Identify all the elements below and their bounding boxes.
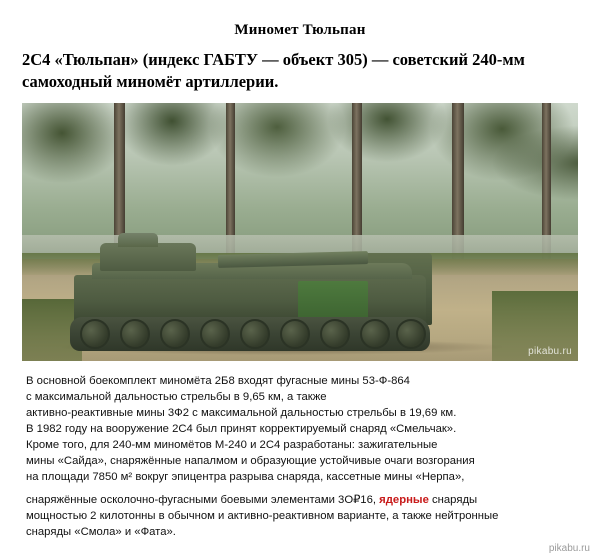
photo-watermark: pikabu.ru xyxy=(528,345,572,357)
tank-turret xyxy=(100,243,196,271)
body-line: снаряды «Смола» и «Фата». xyxy=(26,525,176,538)
body-line: активно-реактивные мины 3Ф2 с максимальной дальностью стрельбы в 19,69 км. xyxy=(26,406,457,419)
body-line: мощностью 2 килотонны в обычном и активно-реактивном варианте, а также нейтронные xyxy=(26,509,499,522)
page-title: Миномет Тюльпан xyxy=(234,22,366,38)
body-line: мины «Сайда», снаряжённые напалмом и образующие устойчивые очаги возгорания xyxy=(26,454,475,467)
tank-wheel xyxy=(200,319,230,349)
tank-wheel xyxy=(120,319,150,349)
tank-wheel xyxy=(80,319,110,349)
body-line: Кроме того, для 240-мм миномётов М-240 и 2С4 разработаны: зажигательные xyxy=(26,438,438,451)
page-watermark: pikabu.ru xyxy=(548,543,590,554)
body-line: В основной боекомплект миномёта 2Б8 входят фугасные мины 53-Ф-864 xyxy=(26,374,410,387)
page-subtitle: 2С4 «Тюльпан» (индекс ГАБТУ — объект 305) — советский 240-мм самоходный миномёт артиллерии. xyxy=(22,50,525,91)
tank-wheel xyxy=(396,319,426,349)
tank-wheel xyxy=(360,319,390,349)
tank-wheel xyxy=(280,319,310,349)
body-text-before: снаряжённые осколочно-фугасными боевыми элементами 3О₽16, xyxy=(26,493,380,506)
tank-turret-cap xyxy=(118,233,158,247)
nuclear-keyword: ядерные xyxy=(379,493,429,506)
body-line: В 1982 году на вооружение 2С4 был принят корректируемый снаряд «Смельчак». xyxy=(26,422,457,435)
tank-wheel xyxy=(320,319,350,349)
body-line-highlighted xyxy=(26,492,576,508)
tank-wheel xyxy=(240,319,270,349)
body-text-after: снаряды xyxy=(428,493,478,506)
tank-photo xyxy=(22,103,578,361)
body-line: с максимальной дальностью стрельбы в 9,65 км, а также xyxy=(26,390,327,403)
body-text xyxy=(26,373,576,540)
body-line: на площади 7850 м² вокруг эпицентра разрыва снаряда, кассетные мины «Нерпа», xyxy=(26,470,465,483)
tank-hull xyxy=(74,275,426,323)
tank-wheel xyxy=(160,319,190,349)
